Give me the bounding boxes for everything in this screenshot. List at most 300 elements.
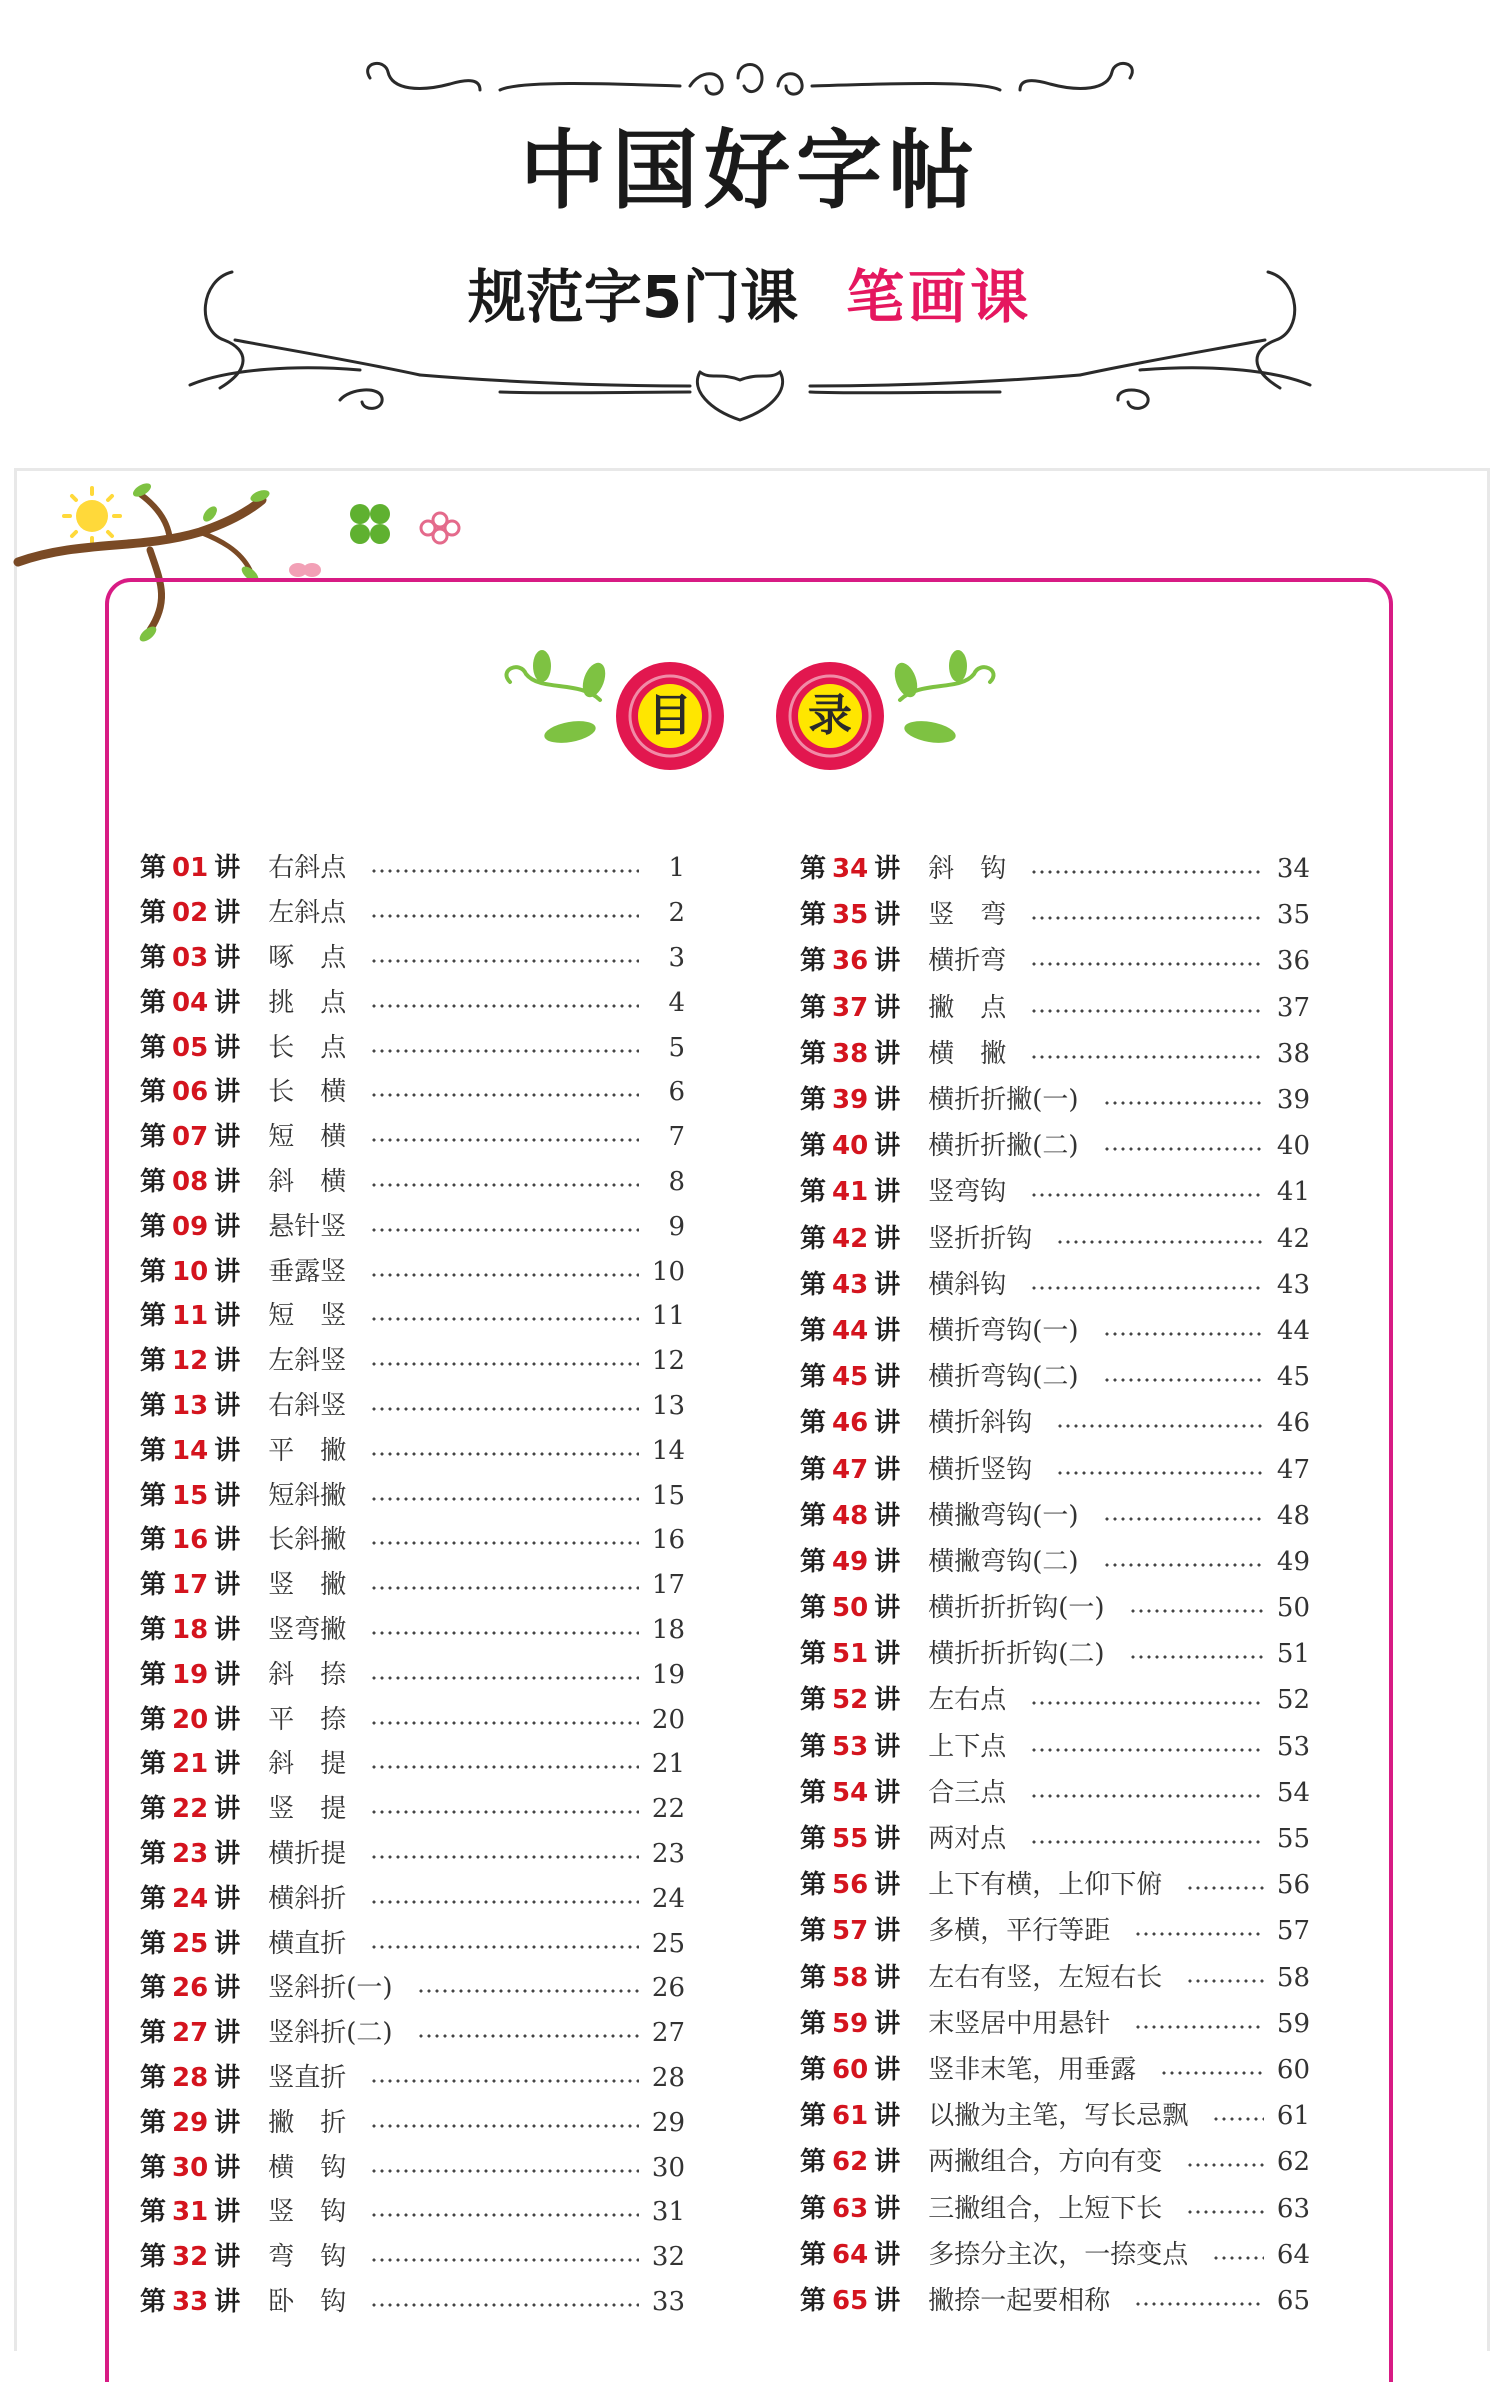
lecture-title: 横 钩 (268, 2152, 347, 2183)
page-number: 32 (651, 2242, 685, 2273)
toc-entry[interactable] (140, 1966, 685, 2011)
lecture-prefix: 第 (140, 2107, 167, 2138)
page-number: 33 (651, 2286, 685, 2317)
toc-entry[interactable] (800, 1539, 1310, 1585)
lecture-suffix: 讲 (214, 2062, 241, 2093)
toc-entry[interactable] (140, 1876, 685, 1921)
lecture-title: 弯 钩 (268, 2242, 347, 2273)
lecture-prefix: 第 (800, 1824, 827, 1855)
lecture-title: 右斜竖 (268, 1390, 347, 1421)
lecture-prefix: 第 (140, 2018, 167, 2049)
lecture-prefix: 第 (140, 1525, 167, 1556)
toc-entry[interactable] (140, 1115, 685, 1160)
dot-leader (370, 1226, 639, 1234)
lecture-number: 44 (832, 1315, 869, 1346)
page-number: 3 (668, 942, 685, 973)
lecture-prefix: 第 (800, 2054, 827, 2085)
lecture-prefix: 第 (140, 1211, 167, 1242)
lecture-prefix: 第 (140, 1166, 167, 1197)
toc-entry[interactable] (800, 1123, 1310, 1169)
toc-entry[interactable] (140, 1160, 685, 1205)
lecture-title: 三撇组合，上短下长 (928, 2193, 1163, 2224)
lecture-suffix: 讲 (214, 1659, 241, 1690)
toc-entry[interactable] (800, 1677, 1310, 1723)
lecture-title: 竖弯撇 (268, 1614, 347, 1645)
toc-entry[interactable] (140, 2280, 685, 2325)
toc-entry[interactable] (800, 985, 1310, 1031)
lecture-number: 63 (832, 2193, 869, 2224)
dot-leader (370, 2122, 639, 2130)
toc-entry[interactable] (800, 1770, 1310, 1816)
lecture-title: 以撇为主笔，写长忌飘 (928, 2101, 1189, 2132)
page-number: 23 (651, 1838, 685, 1869)
lecture-prefix: 第 (140, 1928, 167, 1959)
dot-leader (370, 2167, 639, 2175)
lecture-number: 26 (172, 1973, 209, 2004)
lecture-title: 左右有竖，左短右长 (928, 1962, 1163, 1993)
lecture-number: 27 (172, 2018, 209, 2049)
toc-entry[interactable] (140, 2011, 685, 2056)
toc-entry[interactable] (140, 1652, 685, 1697)
dot-leader (1030, 1792, 1264, 1800)
lecture-title: 横斜钩 (928, 1269, 1007, 1300)
page-number: 42 (1276, 1223, 1310, 1254)
page-number: 58 (1276, 1962, 1310, 1993)
dot-leader (370, 1091, 639, 1099)
dot-leader (417, 2032, 639, 2040)
toc-entry[interactable] (800, 1816, 1310, 1862)
toc-entry[interactable] (140, 1608, 685, 1653)
lecture-number: 37 (832, 992, 869, 1023)
lecture-suffix: 讲 (874, 1362, 901, 1393)
toc-entry[interactable] (800, 1077, 1310, 1123)
toc-entry[interactable] (140, 1563, 685, 1608)
lecture-title: 上下有横，上仰下俯 (928, 1870, 1163, 1901)
page-number: 24 (651, 1883, 685, 1914)
lecture-number: 57 (832, 1916, 869, 1947)
toc-entry[interactable] (140, 1518, 685, 1563)
dot-leader (370, 1674, 639, 1682)
lecture-prefix: 第 (140, 1838, 167, 1869)
lecture-prefix: 第 (800, 854, 827, 885)
lecture-suffix: 讲 (874, 2008, 901, 2039)
toc-entry[interactable] (800, 846, 1310, 892)
lecture-number: 62 (832, 2147, 869, 2178)
page-number: 63 (1276, 2193, 1310, 2224)
page-number: 49 (1276, 1546, 1310, 1577)
flower-icon (421, 513, 459, 543)
lecture-number: 47 (832, 1454, 869, 1485)
toc-entry[interactable] (140, 1339, 685, 1384)
lecture-prefix: 第 (800, 1777, 827, 1808)
toc-entry[interactable] (140, 1697, 685, 1742)
dot-leader (1103, 1145, 1264, 1153)
lecture-suffix: 讲 (214, 2018, 241, 2049)
lecture-prefix: 第 (800, 1639, 827, 1670)
lecture-suffix: 讲 (214, 942, 241, 973)
page-number: 18 (651, 1614, 685, 1645)
page-number: 60 (1276, 2054, 1310, 2085)
toc-entry[interactable] (140, 2056, 685, 2101)
lecture-number: 30 (172, 2152, 209, 2183)
toc-entry[interactable] (140, 1787, 685, 1832)
lecture-suffix: 讲 (214, 1614, 241, 1645)
page-number: 7 (668, 1122, 685, 1153)
lecture-suffix: 讲 (874, 2239, 901, 2270)
page-number: 47 (1276, 1454, 1310, 1485)
toc-entry[interactable] (800, 1446, 1310, 1492)
lecture-number: 56 (832, 1870, 869, 1901)
lecture-title: 撇捺一起要相称 (928, 2285, 1111, 2316)
lecture-title: 竖斜折(一) (268, 1973, 393, 2004)
lecture-number: 09 (172, 1211, 209, 1242)
lecture-prefix: 第 (140, 2242, 167, 2273)
lecture-number: 12 (172, 1346, 209, 1377)
sun-icon (64, 488, 120, 544)
page-number: 8 (668, 1166, 685, 1197)
toc-entry[interactable] (800, 2093, 1310, 2139)
lecture-number: 29 (172, 2107, 209, 2138)
lecture-title: 竖非末笔，用垂露 (928, 2054, 1137, 2085)
page-number: 26 (651, 1973, 685, 2004)
lecture-suffix: 讲 (214, 898, 241, 929)
toc-entry[interactable] (140, 1428, 685, 1473)
lecture-prefix: 第 (800, 992, 827, 1023)
lecture-suffix: 讲 (214, 2286, 241, 2317)
dot-leader (1030, 1838, 1264, 1846)
toc-entry[interactable] (140, 2100, 685, 2145)
lecture-prefix: 第 (140, 1794, 167, 1825)
dot-leader (1030, 1007, 1264, 1015)
lecture-prefix: 第 (800, 1962, 827, 1993)
lecture-suffix: 讲 (214, 1122, 241, 1153)
lecture-title: 横折折折钩(一) (928, 1593, 1105, 1624)
dot-leader (370, 1315, 639, 1323)
lecture-title: 斜 横 (268, 1166, 347, 1197)
lecture-title: 横 撇 (928, 1038, 1007, 1069)
toc-entry[interactable] (800, 1262, 1310, 1308)
page-number: 53 (1276, 1731, 1310, 1762)
lecture-suffix: 讲 (874, 1777, 901, 1808)
lecture-number: 20 (172, 1704, 209, 1735)
dot-leader (370, 1360, 639, 1368)
lecture-number: 51 (832, 1639, 869, 1670)
lecture-number: 01 (172, 853, 209, 884)
lecture-number: 50 (832, 1593, 869, 1624)
page-number: 57 (1276, 1916, 1310, 1947)
lecture-suffix: 讲 (214, 1794, 241, 1825)
toc-entry[interactable] (800, 892, 1310, 938)
toc-entry[interactable] (140, 1473, 685, 1518)
lecture-suffix: 讲 (214, 2107, 241, 2138)
lecture-number: 10 (172, 1256, 209, 1287)
toc-entry[interactable] (800, 1216, 1310, 1262)
dot-leader (1030, 868, 1264, 876)
toc-heading (490, 640, 1010, 780)
lecture-title: 右斜点 (268, 853, 347, 884)
lecture-suffix: 讲 (874, 1593, 901, 1624)
toc-entry[interactable] (800, 1169, 1310, 1215)
lecture-number: 59 (832, 2008, 869, 2039)
page-number: 39 (1276, 1085, 1310, 1116)
lecture-title: 多横，平行等距 (928, 1916, 1111, 1947)
page-number: 59 (1276, 2008, 1310, 2039)
subtitle-main: 规范字5门课 (467, 263, 799, 331)
lecture-prefix: 第 (800, 1500, 827, 1531)
dot-leader (1030, 1699, 1264, 1707)
lecture-number: 60 (832, 2054, 869, 2085)
lecture-number: 23 (172, 1838, 209, 1869)
page-number: 64 (1276, 2239, 1310, 2270)
lecture-prefix: 第 (140, 1973, 167, 2004)
toc-entry[interactable] (140, 936, 685, 981)
toc-entry[interactable] (140, 1204, 685, 1249)
dot-leader (370, 2211, 639, 2219)
page-number: 62 (1276, 2147, 1310, 2178)
toc-entry[interactable] (140, 1249, 685, 1294)
dot-leader (370, 1539, 639, 1547)
book-subtitle (0, 263, 1500, 331)
toc-entry[interactable] (140, 1742, 685, 1787)
lecture-number: 22 (172, 1794, 209, 1825)
lecture-prefix: 第 (140, 1122, 167, 1153)
dot-leader (370, 1136, 639, 1144)
lecture-title: 短 竖 (268, 1301, 347, 1332)
dot-leader (1134, 1930, 1264, 1938)
lecture-number: 08 (172, 1166, 209, 1197)
toc-entry[interactable] (800, 2001, 1310, 2047)
page-number: 9 (668, 1211, 685, 1242)
dot-leader (370, 1047, 639, 1055)
lecture-prefix: 第 (800, 1685, 827, 1716)
lecture-suffix: 讲 (214, 1435, 241, 1466)
lecture-suffix: 讲 (214, 1838, 241, 1869)
lecture-prefix: 第 (800, 1916, 827, 1947)
lecture-number: 07 (172, 1122, 209, 1153)
lecture-title: 斜 提 (268, 1749, 347, 1780)
dot-leader (1103, 1376, 1264, 1384)
toc-entry[interactable] (800, 2139, 1310, 2185)
toc-entry[interactable] (800, 1031, 1310, 1077)
lecture-prefix: 第 (140, 1883, 167, 1914)
toc-entry[interactable] (140, 891, 685, 936)
toc-entry[interactable] (800, 1631, 1310, 1677)
lecture-number: 46 (832, 1408, 869, 1439)
lecture-prefix: 第 (800, 1454, 827, 1485)
lecture-number: 06 (172, 1077, 209, 1108)
dot-leader (417, 1987, 639, 1995)
toc-column-left (140, 846, 685, 2324)
header (0, 0, 1500, 460)
lecture-number: 15 (172, 1480, 209, 1511)
lecture-suffix: 讲 (214, 1256, 241, 1287)
lecture-title: 长 点 (268, 1032, 347, 1063)
toc-entry[interactable] (800, 1493, 1310, 1539)
page-number: 65 (1276, 2285, 1310, 2316)
lecture-title: 竖 撇 (268, 1570, 347, 1601)
toc-entry[interactable] (800, 1908, 1310, 1954)
toc-entry[interactable] (140, 846, 685, 891)
dot-leader (370, 1763, 639, 1771)
lecture-suffix: 讲 (214, 1525, 241, 1556)
lecture-suffix: 讲 (214, 1704, 241, 1735)
dot-leader (1030, 1746, 1264, 1754)
lecture-prefix: 第 (140, 1659, 167, 1690)
lecture-suffix: 讲 (214, 1211, 241, 1242)
lecture-prefix: 第 (800, 1223, 827, 1254)
lecture-prefix: 第 (140, 2286, 167, 2317)
page-number: 34 (1276, 854, 1310, 885)
lecture-suffix: 讲 (214, 1166, 241, 1197)
toc-entry[interactable] (800, 1862, 1310, 1908)
lecture-title: 横折弯钩(二) (928, 1362, 1079, 1393)
lecture-number: 55 (832, 1824, 869, 1855)
lecture-number: 03 (172, 942, 209, 973)
lecture-suffix: 讲 (214, 1077, 241, 1108)
toc-entry[interactable] (140, 1921, 685, 1966)
lecture-title: 竖 弯 (928, 900, 1007, 931)
lecture-title: 横折弯钩(一) (928, 1315, 1079, 1346)
lecture-suffix: 讲 (874, 1962, 901, 1993)
toc-entry[interactable] (800, 1400, 1310, 1446)
lecture-title: 横折折折钩(二) (928, 1639, 1105, 1670)
page-number: 44 (1276, 1315, 1310, 1346)
lecture-prefix: 第 (800, 1408, 827, 1439)
page-number: 13 (651, 1390, 685, 1421)
page-number: 54 (1276, 1777, 1310, 1808)
toc-entry[interactable] (800, 938, 1310, 984)
toc-entry[interactable] (140, 2190, 685, 2235)
toc-entry[interactable] (800, 2047, 1310, 2093)
lecture-suffix: 讲 (874, 1408, 901, 1439)
page-number: 4 (668, 987, 685, 1018)
dot-leader (1030, 914, 1264, 922)
dot-leader (1103, 1515, 1264, 1523)
toc-entry[interactable] (140, 1832, 685, 1877)
toc-entry[interactable] (800, 2185, 1310, 2231)
dot-leader (1103, 1099, 1264, 1107)
page-number: 45 (1276, 1362, 1310, 1393)
lecture-number: 42 (832, 1223, 869, 1254)
lecture-suffix: 讲 (874, 900, 901, 931)
toc-entry[interactable] (800, 2278, 1310, 2324)
toc-entry[interactable] (140, 1294, 685, 1339)
dot-leader (370, 1450, 639, 1458)
lecture-title: 横折折撇(一) (928, 1085, 1079, 1116)
lecture-suffix: 讲 (874, 1038, 901, 1069)
toc-entry[interactable] (140, 980, 685, 1025)
lecture-suffix: 讲 (214, 2242, 241, 2273)
lecture-number: 25 (172, 1928, 209, 1959)
lecture-number: 05 (172, 1032, 209, 1063)
lecture-number: 28 (172, 2062, 209, 2093)
page-number: 51 (1276, 1639, 1310, 1670)
toc-entry[interactable] (800, 1354, 1310, 1400)
toc-entry[interactable] (140, 2145, 685, 2190)
lecture-prefix: 第 (140, 2152, 167, 2183)
lecture-number: 14 (172, 1435, 209, 1466)
page-number: 12 (651, 1346, 685, 1377)
lecture-title: 平 捺 (268, 1704, 347, 1735)
toc-entry[interactable] (140, 2235, 685, 2280)
toc-entry[interactable] (140, 1070, 685, 1115)
toc-entry[interactable] (800, 1955, 1310, 2001)
dot-leader (1030, 1284, 1264, 1292)
lecture-suffix: 讲 (214, 1570, 241, 1601)
lecture-title: 长 横 (268, 1077, 347, 1108)
page-number: 56 (1276, 1870, 1310, 1901)
lecture-suffix: 讲 (874, 1269, 901, 1300)
toc-entry[interactable] (800, 1585, 1310, 1631)
page-number: 48 (1276, 1500, 1310, 1531)
page-number: 52 (1276, 1685, 1310, 1716)
page-number: 6 (668, 1077, 685, 1108)
lecture-number: 38 (832, 1038, 869, 1069)
page-number: 43 (1276, 1269, 1310, 1300)
lecture-suffix: 讲 (874, 1685, 901, 1716)
lecture-prefix: 第 (140, 2062, 167, 2093)
dot-leader (370, 2256, 639, 2264)
lecture-number: 40 (832, 1131, 869, 1162)
lecture-suffix: 讲 (214, 2152, 241, 2183)
lecture-number: 19 (172, 1659, 209, 1690)
lecture-suffix: 讲 (214, 1928, 241, 1959)
toc-entry[interactable] (800, 1724, 1310, 1770)
lecture-prefix: 第 (140, 987, 167, 1018)
lecture-title: 长斜撇 (268, 1525, 347, 1556)
toc-entry[interactable] (800, 2232, 1310, 2278)
lecture-prefix: 第 (800, 1362, 827, 1393)
lecture-number: 53 (832, 1731, 869, 1762)
page-number: 14 (651, 1435, 685, 1466)
lecture-prefix: 第 (800, 900, 827, 931)
lecture-suffix: 讲 (214, 853, 241, 884)
lecture-number: 32 (172, 2242, 209, 2273)
dot-leader (370, 2077, 639, 2085)
lecture-number: 31 (172, 2197, 209, 2228)
lecture-title: 撇 折 (268, 2107, 347, 2138)
dot-leader (1056, 1422, 1264, 1430)
dot-leader (370, 1405, 639, 1413)
lecture-suffix: 讲 (874, 2285, 901, 2316)
lecture-title: 短斜撇 (268, 1480, 347, 1511)
lecture-number: 41 (832, 1177, 869, 1208)
lecture-title: 横撇弯钩(一) (928, 1500, 1079, 1531)
lecture-number: 64 (832, 2239, 869, 2270)
page-number: 10 (651, 1256, 685, 1287)
lecture-title: 竖 提 (268, 1794, 347, 1825)
toc-entry[interactable] (140, 1025, 685, 1070)
toc-entry[interactable] (800, 1308, 1310, 1354)
lecture-suffix: 讲 (214, 1480, 241, 1511)
dot-leader (370, 1943, 639, 1951)
lecture-suffix: 讲 (874, 946, 901, 977)
lecture-prefix: 第 (800, 1870, 827, 1901)
lecture-suffix: 讲 (874, 2147, 901, 2178)
page-number: 46 (1276, 1408, 1310, 1439)
dot-leader (1134, 2300, 1264, 2308)
lecture-title: 悬针竖 (268, 1211, 347, 1242)
page-number: 22 (651, 1794, 685, 1825)
lecture-prefix: 第 (140, 942, 167, 973)
lecture-title: 上下点 (928, 1731, 1007, 1762)
lecture-title: 撇 点 (928, 992, 1007, 1023)
toc-entry[interactable] (140, 1384, 685, 1429)
dot-leader (370, 1898, 639, 1906)
lecture-suffix: 讲 (874, 1131, 901, 1162)
lecture-title: 横直折 (268, 1928, 347, 1959)
page-number: 16 (651, 1525, 685, 1556)
